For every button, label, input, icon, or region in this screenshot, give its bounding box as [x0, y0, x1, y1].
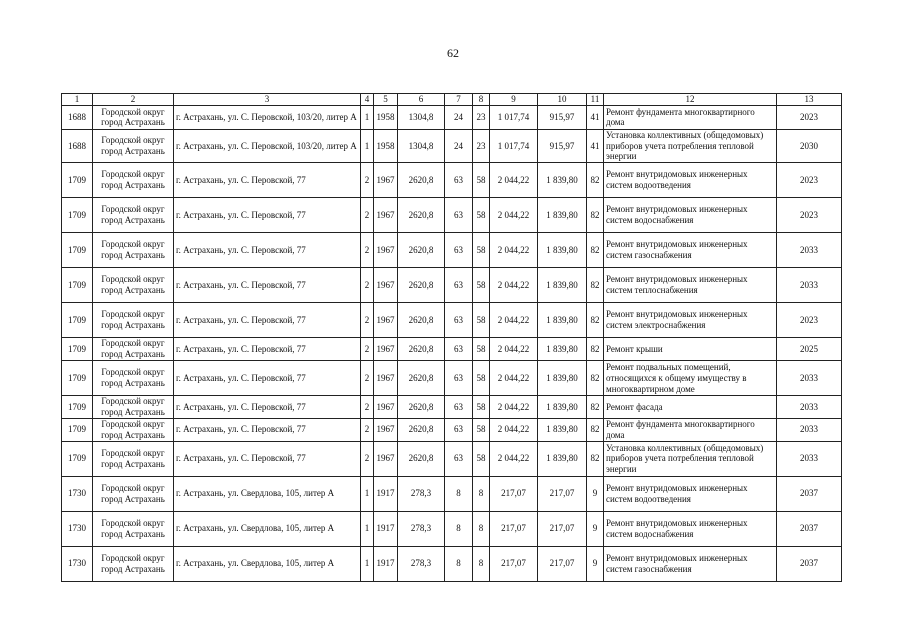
work-type: Ремонт внутридомовых инженерных систем теплоснабжения: [604, 268, 777, 303]
address: г. Астрахань, ул. С. Перовской, 77: [174, 441, 361, 476]
municipality: Городской округ город Астрахань: [93, 268, 174, 303]
col-10-value: 1 839,80: [538, 418, 587, 441]
municipality: Городской округ город Астрахань: [93, 396, 174, 419]
area: 2620,8: [398, 361, 445, 396]
table-row: [62, 418, 842, 441]
col-11-value: 41: [587, 105, 604, 129]
column-header: 12: [604, 94, 777, 106]
area: 1304,8: [398, 105, 445, 129]
col-9-value: 2 044,22: [490, 361, 538, 396]
col-8-value: 58: [473, 361, 490, 396]
address: г. Астрахань, ул. Свердлова, 105, литер А: [174, 546, 361, 581]
column-header: 10: [538, 94, 587, 106]
col-10-value: 915,97: [538, 105, 587, 129]
municipality: Городской округ город Астрахань: [93, 303, 174, 338]
address: г. Астрахань, ул. С. Перовской, 77: [174, 338, 361, 361]
col-10-value: 1 839,80: [538, 268, 587, 303]
row-number: 1709: [62, 396, 93, 419]
row-number: 1730: [62, 546, 93, 581]
column-header: 3: [174, 94, 361, 106]
col-4-value: 1: [361, 511, 374, 546]
col-4-value: 2: [361, 396, 374, 419]
table-row: [62, 361, 842, 396]
work-type: Ремонт внутридомовых инженерных систем водоснабжения: [604, 511, 777, 546]
col-11-value: 82: [587, 361, 604, 396]
col-11-value: 82: [587, 198, 604, 233]
municipality: Городской округ город Астрахань: [93, 441, 174, 476]
col-7-value: 63: [445, 441, 473, 476]
row-number: 1709: [62, 198, 93, 233]
planned-year: 2023: [777, 105, 842, 129]
planned-year: 2030: [777, 129, 842, 162]
col-11-value: 82: [587, 338, 604, 361]
work-type: Ремонт внутридомовых инженерных систем газоснабжения: [604, 546, 777, 581]
row-number: 1730: [62, 511, 93, 546]
work-type: Ремонт подвальных помещений, относящихся к общему имуществу в многоквартирном доме: [604, 361, 777, 396]
col-10-value: 1 839,80: [538, 303, 587, 338]
planned-year: 2033: [777, 268, 842, 303]
repair-schedule-table: [61, 93, 842, 582]
col-9-value: 2 044,22: [490, 198, 538, 233]
col-4-value: 2: [361, 361, 374, 396]
area: 2620,8: [398, 163, 445, 198]
col-7-value: 63: [445, 233, 473, 268]
municipality: Городской округ город Астрахань: [93, 476, 174, 511]
col-11-value: 82: [587, 303, 604, 338]
col-11-value: 82: [587, 418, 604, 441]
col-11-value: 9: [587, 511, 604, 546]
col-11-value: 82: [587, 233, 604, 268]
work-type: Установка коллективных (общедомовых) приборов учета потребления тепловой энергии: [604, 129, 777, 162]
address: г. Астрахань, ул. С. Перовской, 77: [174, 163, 361, 198]
build-year: 1967: [374, 396, 398, 419]
col-7-value: 63: [445, 338, 473, 361]
column-header: 7: [445, 94, 473, 106]
col-11-value: 82: [587, 441, 604, 476]
work-type: Установка коллективных (общедомовых) приборов учета потребления тепловой энергии: [604, 441, 777, 476]
col-9-value: 217,07: [490, 476, 538, 511]
col-8-value: 58: [473, 198, 490, 233]
col-8-value: 23: [473, 129, 490, 162]
col-7-value: 8: [445, 511, 473, 546]
table-row: [62, 546, 842, 581]
build-year: 1967: [374, 441, 398, 476]
col-11-value: 82: [587, 163, 604, 198]
column-header: 9: [490, 94, 538, 106]
planned-year: 2037: [777, 546, 842, 581]
table-body: [62, 105, 842, 581]
col-8-value: 8: [473, 476, 490, 511]
address: г. Астрахань, ул. С. Перовской, 103/20, литер А: [174, 129, 361, 162]
address: г. Астрахань, ул. Свердлова, 105, литер А: [174, 511, 361, 546]
col-10-value: 915,97: [538, 129, 587, 162]
area: 2620,8: [398, 303, 445, 338]
build-year: 1958: [374, 129, 398, 162]
municipality: Городской округ город Астрахань: [93, 163, 174, 198]
column-number-row: [62, 94, 842, 106]
planned-year: 2033: [777, 361, 842, 396]
area: 278,3: [398, 511, 445, 546]
col-10-value: 1 839,80: [538, 233, 587, 268]
address: г. Астрахань, ул. С. Перовской, 103/20, литер А: [174, 105, 361, 129]
col-4-value: 2: [361, 268, 374, 303]
col-8-value: 58: [473, 338, 490, 361]
col-8-value: 23: [473, 105, 490, 129]
municipality: Городской округ город Астрахань: [93, 233, 174, 268]
row-number: 1730: [62, 476, 93, 511]
build-year: 1967: [374, 418, 398, 441]
col-9-value: 2 044,22: [490, 303, 538, 338]
col-10-value: 1 839,80: [538, 396, 587, 419]
municipality: Городской округ город Астрахань: [93, 511, 174, 546]
area: 2620,8: [398, 338, 445, 361]
area: 2620,8: [398, 418, 445, 441]
row-number: 1709: [62, 441, 93, 476]
build-year: 1967: [374, 361, 398, 396]
address: г. Астрахань, ул. С. Перовской, 77: [174, 361, 361, 396]
col-9-value: 2 044,22: [490, 338, 538, 361]
column-header: 13: [777, 94, 842, 106]
col-4-value: 2: [361, 233, 374, 268]
address: г. Астрахань, ул. С. Перовской, 77: [174, 396, 361, 419]
column-header: 1: [62, 94, 93, 106]
col-9-value: 2 044,22: [490, 268, 538, 303]
col-4-value: 2: [361, 441, 374, 476]
row-number: 1709: [62, 268, 93, 303]
col-8-value: 58: [473, 268, 490, 303]
address: г. Астрахань, ул. С. Перовской, 77: [174, 418, 361, 441]
page-number: 62: [447, 46, 459, 60]
work-type: Ремонт фундамента многоквартирного дома: [604, 105, 777, 129]
column-header: 11: [587, 94, 604, 106]
col-4-value: 1: [361, 546, 374, 581]
area: 2620,8: [398, 233, 445, 268]
col-10-value: 1 839,80: [538, 338, 587, 361]
work-type: Ремонт внутридомовых инженерных систем водоотведения: [604, 476, 777, 511]
table-row: [62, 129, 842, 162]
build-year: 1958: [374, 105, 398, 129]
col-7-value: 63: [445, 163, 473, 198]
column-header: 4: [361, 94, 374, 106]
col-8-value: 58: [473, 303, 490, 338]
municipality: Городской округ город Астрахань: [93, 198, 174, 233]
planned-year: 2025: [777, 338, 842, 361]
col-11-value: 82: [587, 396, 604, 419]
col-10-value: 217,07: [538, 546, 587, 581]
build-year: 1917: [374, 476, 398, 511]
col-4-value: 2: [361, 418, 374, 441]
col-4-value: 2: [361, 198, 374, 233]
planned-year: 2023: [777, 303, 842, 338]
municipality: Городской округ город Астрахань: [93, 129, 174, 162]
work-type: Ремонт внутридомовых инженерных систем электроснабжения: [604, 303, 777, 338]
work-type: Ремонт фундамента многоквартирного дома: [604, 418, 777, 441]
table-row: [62, 163, 842, 198]
col-9-value: 2 044,22: [490, 441, 538, 476]
municipality: Городской округ город Астрахань: [93, 338, 174, 361]
planned-year: 2033: [777, 441, 842, 476]
municipality: Городской округ город Астрахань: [93, 361, 174, 396]
planned-year: 2023: [777, 198, 842, 233]
col-7-value: 63: [445, 268, 473, 303]
col-11-value: 9: [587, 546, 604, 581]
column-header: 8: [473, 94, 490, 106]
col-4-value: 2: [361, 163, 374, 198]
planned-year: 2023: [777, 163, 842, 198]
col-4-value: 1: [361, 129, 374, 162]
col-11-value: 41: [587, 129, 604, 162]
col-8-value: 58: [473, 418, 490, 441]
col-9-value: 2 044,22: [490, 418, 538, 441]
col-10-value: 1 839,80: [538, 361, 587, 396]
area: 2620,8: [398, 268, 445, 303]
municipality: Городской округ город Астрахань: [93, 105, 174, 129]
build-year: 1967: [374, 338, 398, 361]
planned-year: 2033: [777, 396, 842, 419]
table-row: [62, 441, 842, 476]
table-row: [62, 105, 842, 129]
col-8-value: 58: [473, 233, 490, 268]
col-9-value: 1 017,74: [490, 129, 538, 162]
build-year: 1967: [374, 268, 398, 303]
col-10-value: 217,07: [538, 511, 587, 546]
municipality: Городской округ город Астрахань: [93, 546, 174, 581]
area: 278,3: [398, 546, 445, 581]
col-10-value: 1 839,80: [538, 163, 587, 198]
col-9-value: 217,07: [490, 511, 538, 546]
table-row: [62, 303, 842, 338]
col-11-value: 9: [587, 476, 604, 511]
build-year: 1967: [374, 163, 398, 198]
col-8-value: 58: [473, 163, 490, 198]
col-9-value: 2 044,22: [490, 163, 538, 198]
table-row: [62, 268, 842, 303]
work-type: Ремонт внутридомовых инженерных систем водоотведения: [604, 163, 777, 198]
col-9-value: 1 017,74: [490, 105, 538, 129]
col-10-value: 1 839,80: [538, 198, 587, 233]
col-7-value: 8: [445, 476, 473, 511]
col-9-value: 217,07: [490, 546, 538, 581]
col-4-value: 2: [361, 303, 374, 338]
area: 2620,8: [398, 198, 445, 233]
col-7-value: 24: [445, 129, 473, 162]
col-7-value: 63: [445, 418, 473, 441]
table-row: [62, 396, 842, 419]
row-number: 1709: [62, 233, 93, 268]
column-header: 6: [398, 94, 445, 106]
build-year: 1917: [374, 546, 398, 581]
col-7-value: 24: [445, 105, 473, 129]
col-4-value: 1: [361, 105, 374, 129]
col-7-value: 8: [445, 546, 473, 581]
area: 278,3: [398, 476, 445, 511]
address: г. Астрахань, ул. С. Перовской, 77: [174, 268, 361, 303]
build-year: 1967: [374, 198, 398, 233]
col-8-value: 8: [473, 546, 490, 581]
table-row: [62, 511, 842, 546]
table-row: [62, 198, 842, 233]
row-number: 1709: [62, 418, 93, 441]
build-year: 1917: [374, 511, 398, 546]
row-number: 1688: [62, 129, 93, 162]
planned-year: 2037: [777, 476, 842, 511]
table-row: [62, 338, 842, 361]
row-number: 1709: [62, 338, 93, 361]
address: г. Астрахань, ул. С. Перовской, 77: [174, 233, 361, 268]
address: г. Астрахань, ул. С. Перовской, 77: [174, 198, 361, 233]
address: г. Астрахань, ул. Свердлова, 105, литер А: [174, 476, 361, 511]
work-type: Ремонт внутридомовых инженерных систем водоснабжения: [604, 198, 777, 233]
table-row: [62, 476, 842, 511]
col-7-value: 63: [445, 396, 473, 419]
area: 2620,8: [398, 441, 445, 476]
municipality: Городской округ город Астрахань: [93, 418, 174, 441]
row-number: 1688: [62, 105, 93, 129]
area: 1304,8: [398, 129, 445, 162]
col-7-value: 63: [445, 303, 473, 338]
col-8-value: 58: [473, 396, 490, 419]
row-number: 1709: [62, 361, 93, 396]
work-type: Ремонт внутридомовых инженерных систем газоснабжения: [604, 233, 777, 268]
table-row: [62, 233, 842, 268]
work-type: Ремонт крыши: [604, 338, 777, 361]
build-year: 1967: [374, 233, 398, 268]
address: г. Астрахань, ул. С. Перовской, 77: [174, 303, 361, 338]
col-11-value: 82: [587, 268, 604, 303]
row-number: 1709: [62, 163, 93, 198]
column-header: 5: [374, 94, 398, 106]
planned-year: 2037: [777, 511, 842, 546]
column-header: 2: [93, 94, 174, 106]
col-4-value: 1: [361, 476, 374, 511]
col-8-value: 58: [473, 441, 490, 476]
col-10-value: 217,07: [538, 476, 587, 511]
col-4-value: 2: [361, 338, 374, 361]
build-year: 1967: [374, 303, 398, 338]
area: 2620,8: [398, 396, 445, 419]
col-10-value: 1 839,80: [538, 441, 587, 476]
work-type: Ремонт фасада: [604, 396, 777, 419]
planned-year: 2033: [777, 233, 842, 268]
planned-year: 2033: [777, 418, 842, 441]
col-8-value: 8: [473, 511, 490, 546]
row-number: 1709: [62, 303, 93, 338]
col-7-value: 63: [445, 361, 473, 396]
col-7-value: 63: [445, 198, 473, 233]
col-9-value: 2 044,22: [490, 396, 538, 419]
col-9-value: 2 044,22: [490, 233, 538, 268]
